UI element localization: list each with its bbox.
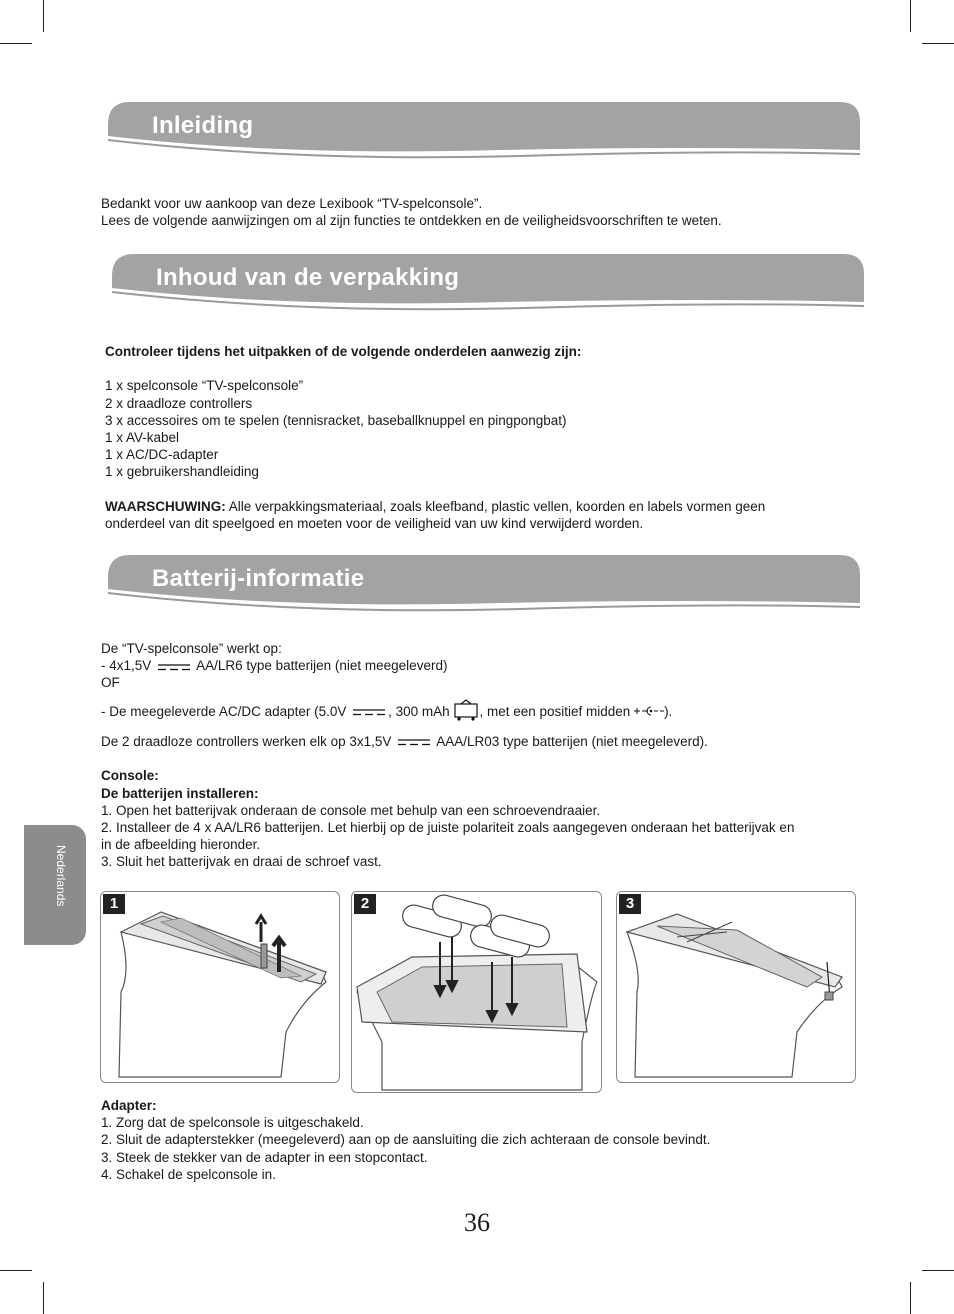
step: 4. Schakel de spelconsole in. xyxy=(101,1166,276,1182)
text-line xyxy=(101,657,794,674)
text-fragment: AA/LR6 type batterijen (niet meegeleverd) xyxy=(196,658,448,674)
figure-number: 1 xyxy=(103,894,125,914)
text-fragment: , met een positief midden xyxy=(479,703,631,719)
list-item: 1 x AV-kabel xyxy=(105,429,180,445)
crop-mark xyxy=(43,0,44,32)
figure-step-1 xyxy=(100,891,340,1083)
step: in de afbeelding hieronder. xyxy=(101,837,261,853)
language-label: Nederlands xyxy=(54,845,68,907)
text-fragment: - De meegeleverde AC/DC adapter (5.0V xyxy=(101,703,347,719)
text-fragment: - 4x1,5V xyxy=(101,658,152,674)
list-item: 1 x gebruikershandleiding xyxy=(105,464,259,480)
crop-mark xyxy=(910,1282,911,1314)
list-item: 3 x accessoires om te spelen (tennisracket, baseballknuppel en pingpongbat) xyxy=(105,412,567,428)
text-line: Lees de volgende aanwijzingen om al zijn functies te ontdekken en de veiligheidsvoorschriften te weten. xyxy=(101,213,722,229)
step: 2. Sluit de adapterstekker (meegeleverd) aan op de aansluiting die zich achteraan de console bevindt. xyxy=(101,1132,711,1148)
transformer-icon xyxy=(453,699,479,721)
crop-mark xyxy=(922,43,954,44)
crop-mark xyxy=(0,1270,32,1271)
crop-mark xyxy=(0,43,32,44)
check-heading: Controleer tijdens het uitpakken of de volgende onderdelen aanwezig zijn: xyxy=(105,344,582,359)
section-banner-battery xyxy=(100,553,864,623)
list-item: 1 x spelconsole “TV-spelconsole” xyxy=(105,378,304,394)
text-fragment: ). xyxy=(664,703,673,719)
section-title: Inleiding xyxy=(152,112,254,139)
console-open-compartment-illustration xyxy=(101,892,339,1082)
language-side-tab xyxy=(24,825,86,945)
section-title: Batterij-informatie xyxy=(152,565,365,592)
section-title: Inhoud van de verpakking xyxy=(156,264,460,291)
console-closed-compartment-illustration xyxy=(617,892,855,1082)
crop-mark xyxy=(910,0,911,32)
warning-label: WAARSCHUWING: xyxy=(105,498,226,514)
text-fragment: , 300 mAh xyxy=(388,703,450,719)
text-line: De “TV-spelconsole” werkt op: xyxy=(101,641,282,656)
battery-text xyxy=(101,640,794,870)
step: 3. Sluit het batterijvak en draai de schroef vast. xyxy=(101,854,382,870)
list-item: 2 x draadloze controllers xyxy=(105,395,253,411)
step: 1. Open het batterijvak onderaan de console met behulp van een schroevendraaier. xyxy=(101,802,601,818)
step: 1. Zorg dat de spelconsole is uitgeschakeld. xyxy=(101,1115,364,1131)
figure-number: 3 xyxy=(619,894,641,914)
intro-text xyxy=(101,195,722,229)
step: 3. Steek de stekker van de adapter in een stopcontact. xyxy=(101,1149,428,1165)
section-banner-contents xyxy=(104,252,868,322)
contents-text xyxy=(105,343,765,532)
dc-symbol-icon xyxy=(398,738,430,746)
dc-symbol-icon xyxy=(353,708,385,716)
step: 2. Installeer de 4 x AA/LR6 batterijen. Let hierbij op de juiste polariteit zoals aangegeven onderaan het batterijvak en xyxy=(101,819,795,835)
figure-step-3 xyxy=(616,891,856,1083)
crop-mark xyxy=(43,1282,44,1314)
adapter-heading: Adapter: xyxy=(101,1098,157,1113)
dc-symbol-icon xyxy=(158,663,190,671)
warning-line xyxy=(105,498,765,515)
figure-number: 2 xyxy=(354,894,376,914)
text-fragment: De 2 draadloze controllers werken elk op 3x1,5V xyxy=(101,733,392,749)
text-line: OF xyxy=(101,675,120,691)
text-fragment: AAA/LR03 type batterijen (niet meegeleverd). xyxy=(436,733,708,749)
center-positive-polarity-icon xyxy=(634,705,664,717)
adapter-text xyxy=(101,1097,710,1183)
text-line xyxy=(101,699,794,719)
warning-text: onderdeel van dit speelgoed en moeten voor de veiligheid van uw kind verwijderd worden. xyxy=(105,515,644,531)
page-number: 36 xyxy=(464,1208,490,1237)
section-banner-intro xyxy=(100,100,864,170)
install-heading: De batterijen installeren: xyxy=(101,785,259,801)
warning-text: Alle verpakkingsmateriaal, zoals kleefband, plastic vellen, koorden en labels vormen geen xyxy=(225,498,766,514)
batteries-insert-illustration xyxy=(352,892,601,1092)
crop-mark xyxy=(922,1270,954,1271)
list-item: 1 x AC/DC-adapter xyxy=(105,447,219,463)
console-heading: Console: xyxy=(101,768,159,784)
text-line xyxy=(101,733,794,750)
figure-step-2 xyxy=(351,891,602,1093)
text-line: Bedankt voor uw aankoop van deze Lexibook “TV-spelconsole”. xyxy=(101,196,483,211)
